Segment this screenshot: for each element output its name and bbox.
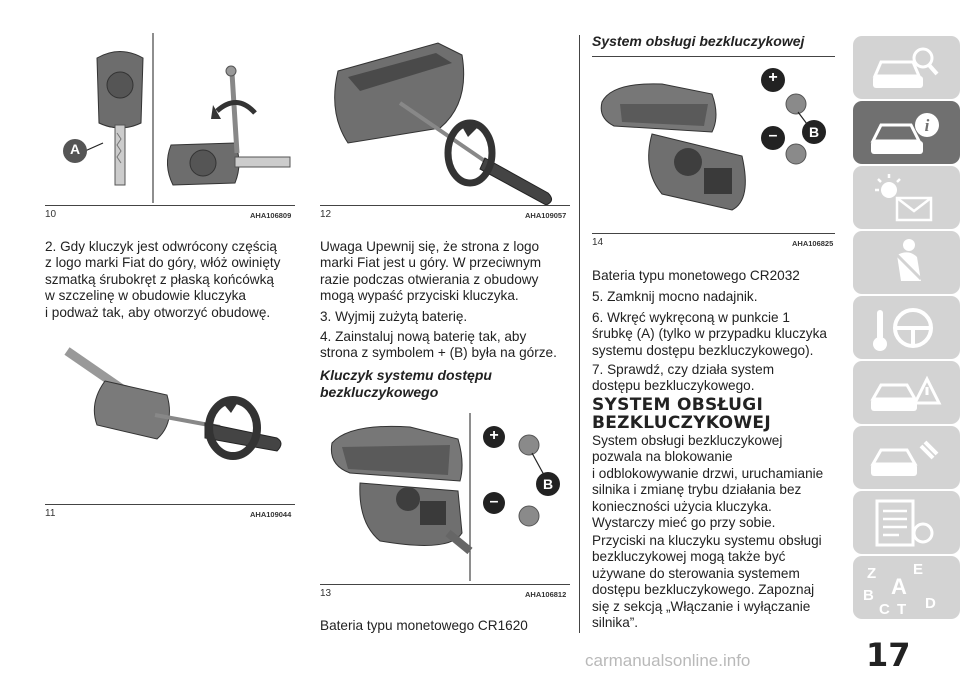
battery-type-cr2032: Bateria typu monetowego CR2032 <box>592 268 800 283</box>
keyless-fob-battery-illustration-14 <box>592 60 835 230</box>
instruction-step-6: 6. Wkręć wykręconą w punkcie 1 śrubkę (A) (tylko w przypadku kluczyka systemu dostępu bezkluczykowego). <box>592 310 827 358</box>
chapter-tab-driving[interactable] <box>853 296 960 359</box>
figure-label-a: A <box>69 141 81 157</box>
figure-label-b: B <box>542 476 554 492</box>
figure-code: AHA106809 <box>250 211 292 220</box>
figure-label-plus: + <box>489 427 499 444</box>
instruction-step-3: 3. Wyjmij zużytą baterię. <box>320 309 468 324</box>
car-info-icon <box>867 101 947 164</box>
section-heading-main: SYSTEM OBSŁUGI BEZKLUCZYKOWEJ <box>592 395 771 433</box>
figure-number: 13 <box>320 588 332 599</box>
figure-label-minus: – <box>489 493 499 510</box>
figure-code: AHA106812 <box>525 590 567 599</box>
note-paragraph: Uwaga Upewnij się, że strona z logo marki Fiat jest u góry. W przeciwnym razie podczas otwierania z obudowy mogą wypaść przyciski kluczyka. <box>320 239 542 304</box>
figure-code: AHA109057 <box>525 211 567 220</box>
instruction-step-4: 4. Zainstaluj nową baterię tak, aby strona z symbolem + (B) była na górze. <box>320 329 557 361</box>
index-letter: B <box>863 587 874 604</box>
warning-light-message-icon <box>867 166 947 229</box>
key-screwdriver-illustration-11 <box>45 343 295 498</box>
svg-text:i: i <box>924 116 930 135</box>
index-letter: A <box>891 574 907 599</box>
watermark: carmanualsonline.info <box>585 651 751 670</box>
fob-open-screwdriver-illustration-12 <box>320 33 570 208</box>
figure-number: 12 <box>320 209 332 220</box>
figure-14 <box>592 60 835 230</box>
chapter-tab-warning-lights[interactable] <box>853 166 960 229</box>
instruction-step-7: 7. Sprawdź, czy działa system dostępu bezkluczykowego. <box>592 362 775 394</box>
key-battery-illustration-10 <box>45 33 295 208</box>
figure-code: AHA106825 <box>792 239 834 248</box>
figure-13 <box>320 413 570 583</box>
index-letter: D <box>925 595 936 612</box>
figure-11 <box>45 343 295 498</box>
index-letter: E <box>913 561 924 578</box>
car-search-icon <box>867 36 947 99</box>
chapter-tab-emergency[interactable] <box>853 361 960 424</box>
alphabetical-index-icon <box>861 556 951 619</box>
keyless-fob-battery-illustration-13 <box>320 413 570 583</box>
figure-14-rule <box>592 233 835 234</box>
keyless-description: System obsługi bezkluczykowej pozwala na blokowanie i odblokowywanie drzwi, uruchamianie silnika i zmianę trybu działania bez konieczności użycia kluczyka. Wystarczy mieć go przy sobie. <box>592 433 824 531</box>
figure-11-rule <box>45 504 295 505</box>
chapter-tab-index[interactable] <box>853 556 960 619</box>
maintenance-checklist-icon <box>867 491 947 554</box>
figure-10-rule <box>45 205 295 206</box>
index-letter: Z <box>867 565 877 582</box>
figure-10 <box>45 33 295 208</box>
keyless-buttons-description: Przyciski na kluczyku systemu obsługi bezkluczykowej mogą także być używane do sterowania systemem dostępu bezkluczykowego. Zapoznaj się z sekcją „Włączanie i wyłączanie silnika”. <box>592 533 822 631</box>
chapter-tab-car-search[interactable] <box>853 36 960 99</box>
figure-code: AHA109044 <box>250 510 292 519</box>
figure-14-top-rule <box>592 56 835 57</box>
chapter-tab-maintenance[interactable] <box>853 426 960 489</box>
column-divider <box>579 35 580 633</box>
battery-type-cr1620: Bateria typu monetowego CR1620 <box>320 618 528 633</box>
index-letter: T <box>897 601 907 618</box>
instruction-step-5: 5. Zamknij mocno nadajnik. <box>592 289 758 304</box>
chapter-tab-safety[interactable] <box>853 231 960 294</box>
instruction-step-2: 2. Gdy kluczyk jest odwrócony częścią z logo marki Fiat do góry, włóż owinięty szmatką śrubokręt z płaską końcówką w szczelinę w obudowie kluczyka i podważ tak, aby otworzyć obudowę. <box>45 239 281 320</box>
figure-number: 14 <box>592 237 604 248</box>
figure-13-rule <box>320 584 570 585</box>
figure-label-b: B <box>808 124 820 140</box>
figure-12 <box>320 33 570 208</box>
section-heading-keyless-key: Kluczyk systemu dostępu bezkluczykowego <box>320 367 492 400</box>
figure-number: 10 <box>45 209 57 220</box>
figure-label-plus: + <box>768 69 778 86</box>
seatbelt-airbag-icon <box>867 231 947 294</box>
figure-label-minus: – <box>768 127 778 144</box>
car-breakdown-icon <box>867 361 947 424</box>
chapter-tab-technical-data[interactable] <box>853 491 960 554</box>
page-number: 17 <box>866 636 911 674</box>
steering-wheel-start-icon <box>867 296 947 359</box>
figure-number: 11 <box>45 508 56 519</box>
car-maintenance-icon <box>867 426 947 489</box>
section-heading-keyless-system: System obsługi bezkluczykowej <box>592 33 805 49</box>
index-letter: C <box>879 601 890 618</box>
figure-12-rule <box>320 205 570 206</box>
chapter-tab-car-info[interactable] <box>853 101 960 164</box>
